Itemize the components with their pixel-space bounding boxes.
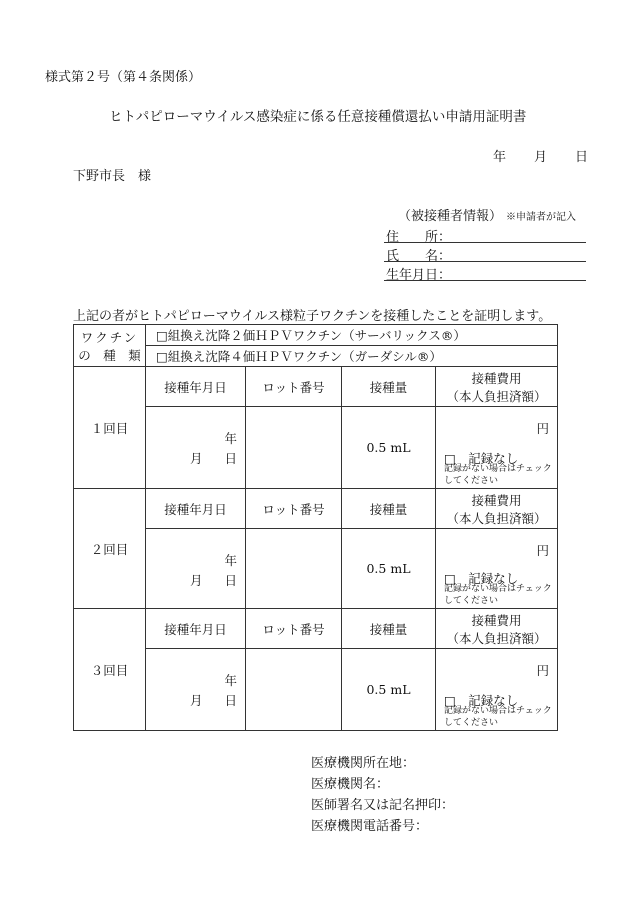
fee-field[interactable]: 円 □ 記録なし 記録がない場合はチェックしてください — [436, 529, 558, 609]
col-fee-header: 接種費用 （本人負担済額） — [436, 609, 558, 649]
no-record-note: 記録がない場合はチェックしてください — [444, 706, 552, 728]
vaccination-date-field[interactable]: 年 月 日 — [146, 649, 246, 731]
no-record-note: 記録がない場合はチェックしてください — [444, 464, 552, 486]
institution-phone-label: 医療機関電話番号： — [311, 819, 429, 834]
col-lot-header: ロット番号 — [246, 609, 342, 649]
col-date-header: 接種年月日 — [146, 489, 246, 529]
address-underline — [384, 242, 586, 243]
col-lot-header: ロット番号 — [246, 489, 342, 529]
recipient-note: ※申請者が記入 — [506, 212, 576, 223]
no-record-checkbox[interactable]: □ 記録なし — [444, 451, 519, 466]
dose-value: 0.5 mL — [342, 407, 436, 489]
round-label: １回目 — [74, 367, 146, 489]
vaccine-option-cervarix[interactable]: □組換え沈降２価ＨＰＶワクチン（サーバリックス®） — [146, 325, 558, 346]
institution-address-label: 医療機関所在地： — [311, 756, 416, 771]
lot-number-field[interactable] — [246, 529, 342, 609]
col-fee-header: 接種費用 （本人負担済額） — [436, 367, 558, 407]
round-label: ２回目 — [74, 489, 146, 609]
col-date-header: 接種年月日 — [146, 367, 246, 407]
lot-number-field[interactable] — [246, 407, 342, 489]
dose-value: 0.5 mL — [342, 529, 436, 609]
vaccination-date-field[interactable]: 年 月 日 — [146, 529, 246, 609]
name-label: 氏 名： — [386, 249, 452, 264]
col-date-header: 接種年月日 — [146, 609, 246, 649]
no-record-note: 記録がない場合はチェックしてください — [444, 584, 552, 606]
doctor-signature-label: 医師署名又は記名押印： — [311, 798, 455, 813]
date-year-label: 年 — [493, 150, 507, 165]
form-number: 様式第２号（第４条関係） — [45, 70, 202, 85]
statement: 上記の者がヒトパピローマウイルス様粒子ワクチンを接種したことを証明します。 — [73, 309, 552, 324]
fee-field[interactable]: 円 □ 記録なし 記録がない場合はチェックしてください — [436, 407, 558, 489]
page-title: ヒトパピローマウイルス感染症に係る任意接種償還払い申請用証明書 — [109, 109, 527, 125]
vaccine-type-label: ワクチン の 種 類 — [74, 325, 146, 367]
no-record-checkbox[interactable]: □ 記録なし — [444, 571, 519, 586]
vaccination-date-field[interactable]: 年 月 日 — [146, 407, 246, 489]
vaccination-table — [73, 324, 558, 731]
date-day-label: 日 — [575, 150, 589, 165]
col-dose-header: 接種量 — [342, 609, 436, 649]
col-fee-header: 接種費用 （本人負担済額） — [436, 489, 558, 529]
dob-underline — [384, 280, 586, 281]
fee-field[interactable]: 円 □ 記録なし 記録がない場合はチェックしてください — [436, 649, 558, 731]
round-label: ３回目 — [74, 609, 146, 731]
col-lot-header: ロット番号 — [246, 367, 342, 407]
lot-number-field[interactable] — [246, 649, 342, 731]
recipient-header: （被接種者情報） — [398, 209, 503, 224]
no-record-checkbox[interactable]: □ 記録なし — [444, 693, 519, 708]
name-underline — [384, 261, 586, 262]
dob-label: 生年月日： — [386, 268, 452, 283]
col-dose-header: 接種量 — [342, 367, 436, 407]
vaccine-option-gardasil[interactable]: □組換え沈降４価ＨＰＶワクチン（ガーダシル®） — [146, 346, 558, 367]
address-label: 住 所： — [386, 230, 452, 245]
institution-name-label: 医療機関名： — [311, 777, 390, 792]
dose-value: 0.5 mL — [342, 649, 436, 731]
col-dose-header: 接種量 — [342, 489, 436, 529]
addressee: 下野市長 様 — [73, 169, 152, 184]
date-month-label: 月 — [534, 150, 548, 165]
